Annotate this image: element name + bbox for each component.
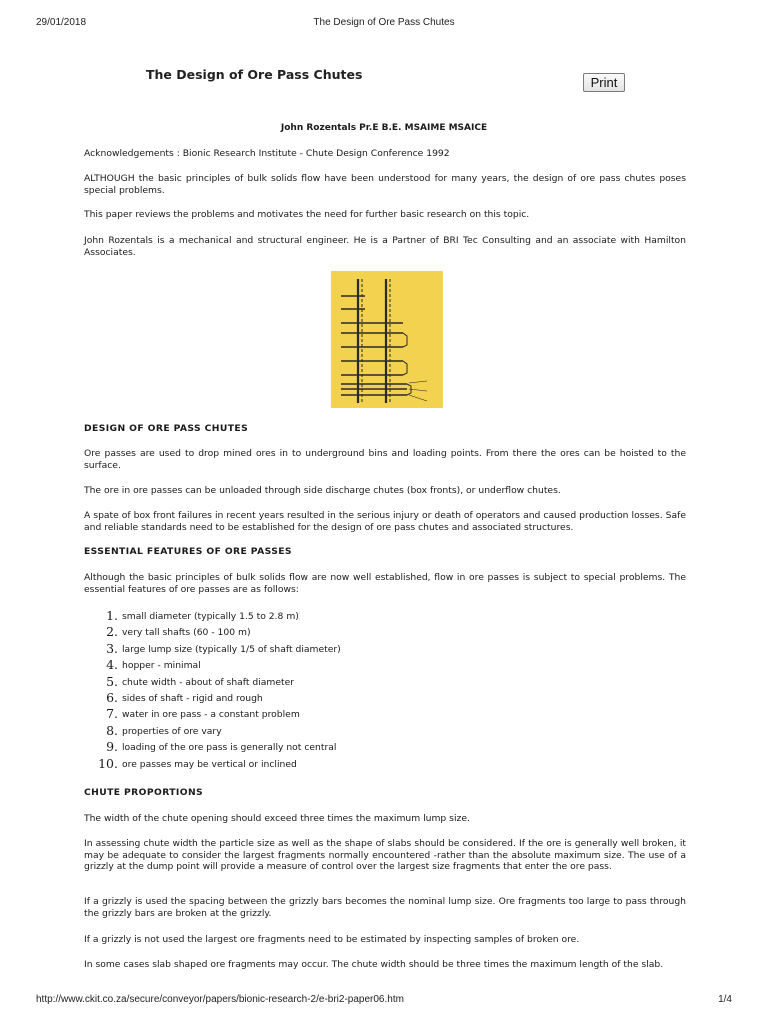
list-number: 2. — [106, 624, 118, 640]
list-item-text: hopper - minimal — [122, 660, 201, 672]
list-item-text: water in ore pass - a constant problem — [122, 709, 300, 721]
list-number: 6. — [106, 689, 118, 705]
features-intro: Although the basic principles of bulk solids flow are now well established, flow in ore passes is subject to special problems. The essential features of ore passes are as follows: — [84, 572, 686, 595]
design-paragraph-2: The ore in ore passes can be unloaded through side discharge chutes (box fronts), or underflow chutes. — [84, 485, 561, 496]
author-line: John Rozentals Pr.E B.E. MSAIME MSAICE — [280, 123, 488, 133]
acknowledgements: Acknowledgements : Bionic Research Institute - Chute Design Conference 1992 — [84, 148, 450, 159]
design-paragraph-1: Ore passes are used to drop mined ores in to underground bins and loading points. From there the ores can be hoisted to the surface. — [84, 448, 686, 471]
list-item-text: large lump size (typically 1/5 of shaft diameter) — [122, 643, 341, 655]
list-item-text: ore passes may be vertical or inclined — [122, 758, 297, 770]
intro-paragraph-2: This paper reviews the problems and motivates the need for further basic research on this topic. — [84, 209, 530, 220]
list-item-text: small diameter (typically 1.5 to 2.8 m) — [122, 611, 299, 622]
section-heading-features: ESSENTIAL FEATURES OF ORE PASSES — [84, 546, 292, 557]
chute-paragraph-4: If a grizzly is not used the largest ore fragments need to be estimated by inspecting samples of broken ore. — [84, 934, 580, 945]
print-date: 29/01/2018 — [36, 17, 87, 28]
list-item-text: loading of the ore pass is generally not central — [122, 742, 337, 754]
list-item-text: sides of shaft - rigid and rough — [122, 692, 263, 704]
section-heading-design: DESIGN OF ORE PASS CHUTES — [84, 423, 249, 434]
chute-paragraph-1: The width of the chute opening should exceed three times the maximum lump size. — [84, 813, 470, 824]
list-number: 10. — [98, 755, 118, 771]
ore-pass-diagram — [331, 271, 443, 408]
print-button[interactable]: Print — [583, 73, 625, 92]
print-footer-url: http://www.ckit.co.za/secure/conveyor/papers/bionic-research-2/e-bri2-paper06.htm — [36, 994, 404, 1005]
chute-paragraph-2: In assessing chute width the particle size as well as the shape of slabs should be considered. If the ore is generally well broken, it may be adequate to consider the largest fragments normally encountered -rather than the absolute maximum size. The use of a grizzly at the dump point will provide a measure of control over the largest size fragments that enter the ore pass. — [84, 838, 686, 872]
list-number: 1. — [106, 608, 118, 623]
chute-paragraph-5: In some cases slab shaped ore fragments may occur. The chute width should be three times the maximum length of the slab. — [84, 959, 664, 970]
ore-pass-diagram-graphic — [331, 271, 443, 408]
design-paragraph-3: A spate of box front failures in recent years resulted in the serious injury or death of operators and caused production losses. Safe and reliable standards need to be established for the design of ore pass chutes and associated structures. — [84, 510, 686, 533]
print-header-title: The Design of Ore Pass Chutes — [313, 17, 455, 28]
list-number: 4. — [106, 657, 118, 673]
author-bio: John Rozentals is a mechanical and structural engineer. He is a Partner of BRI Tec Consulting and an associate with Hamilton Associates. — [84, 235, 686, 258]
page-number: 1/4 — [718, 994, 732, 1005]
list-item-text: properties of ore vary — [122, 725, 222, 737]
list-number: 3. — [106, 640, 118, 656]
chute-paragraph-3: If a grizzly is used the spacing between the grizzly bars becomes the nominal lump size. Ore fragments too large to pass through the grizzly bars are broken at the grizzly. — [84, 896, 686, 919]
list-item-text: chute width - about of shaft diameter — [122, 676, 295, 688]
document-title: The Design of Ore Pass Chutes — [146, 67, 363, 82]
list-number: 8. — [106, 722, 118, 738]
list-number: 9. — [106, 739, 118, 755]
list-item-text: very tall shafts (60 - 100 m) — [122, 627, 251, 639]
list-number: 7. — [106, 706, 118, 722]
section-heading-chute-proportions: CHUTE PROPORTIONS — [84, 787, 204, 798]
list-number: 5. — [106, 673, 118, 689]
intro-paragraph-1: ALTHOUGH the basic principles of bulk solids flow have been understood for many years, the design of ore pass chutes poses special problems. — [84, 173, 686, 196]
